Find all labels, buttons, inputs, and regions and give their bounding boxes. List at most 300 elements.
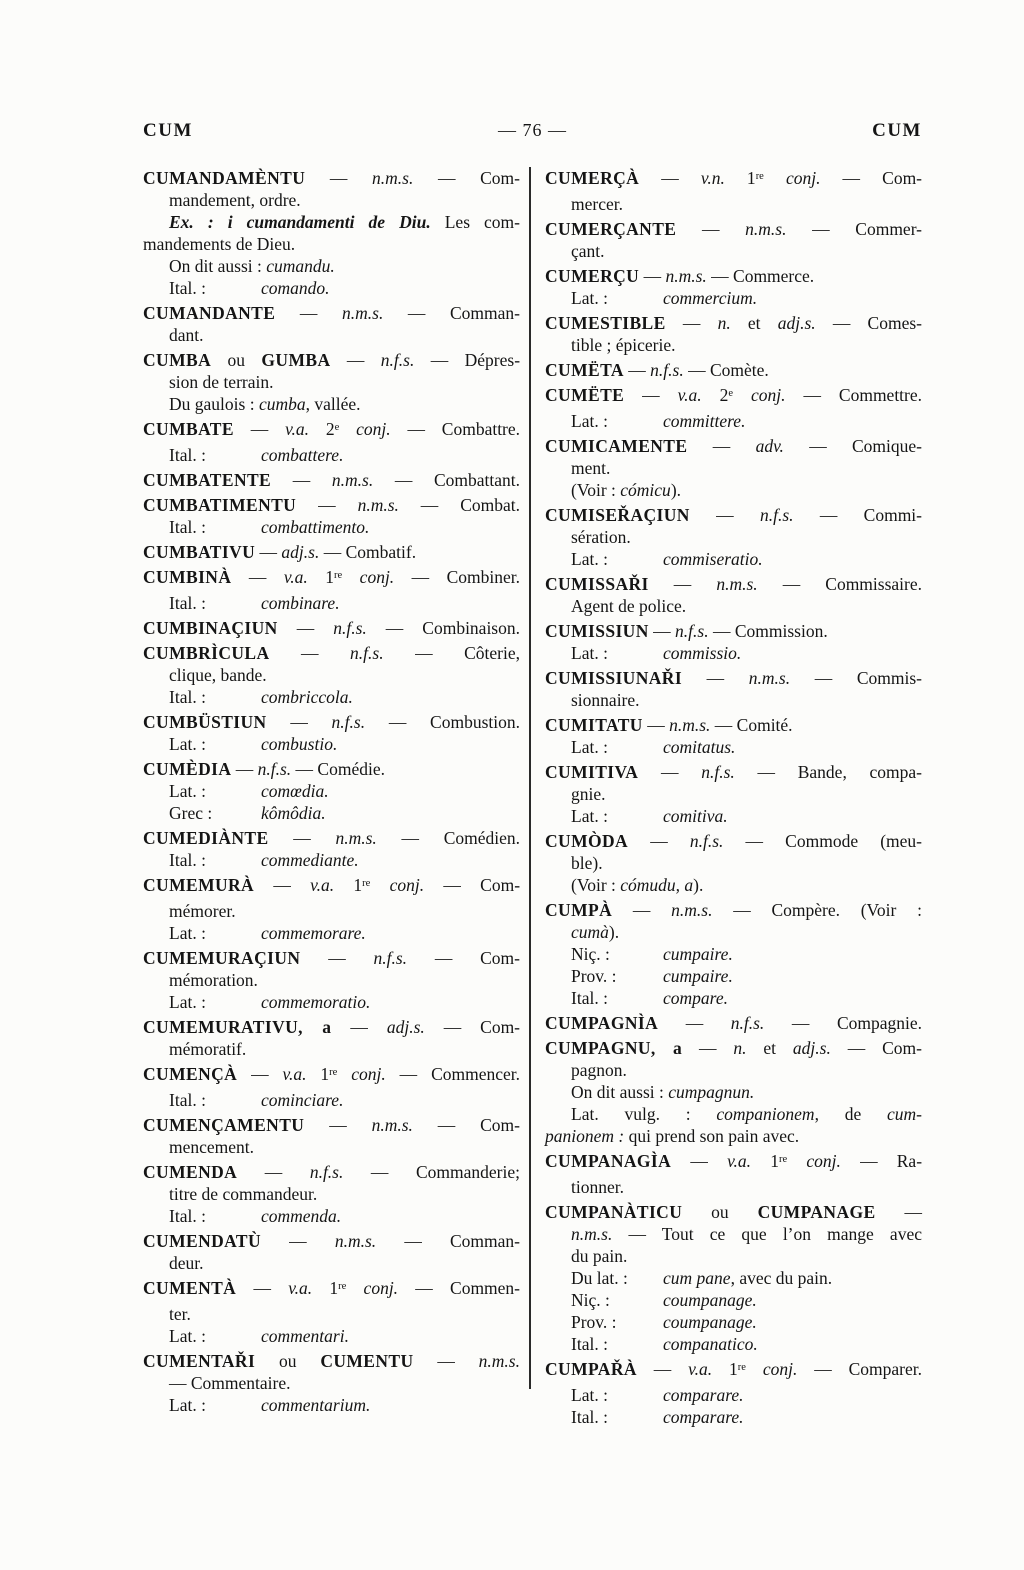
text-segment: — Comédien. [376, 828, 520, 848]
text-segment: ou [255, 1351, 321, 1371]
text-segment: Ex. : i cumandamenti de Diu. [169, 212, 431, 232]
text-segment: et [730, 313, 778, 333]
entry-line [545, 548, 922, 570]
dictionary-entry [545, 899, 922, 1009]
text-segment: — [275, 303, 342, 323]
text-segment: mandements de Dieu. [143, 234, 296, 254]
entry-headword-line [143, 1277, 520, 1303]
text-segment: CUMËTA [545, 360, 624, 380]
text-segment: — [236, 1278, 289, 1298]
text-segment: ). [693, 875, 704, 895]
text-segment: et [746, 1038, 793, 1058]
text-segment: — [233, 419, 286, 439]
text-segment: n.f.s. [257, 759, 292, 779]
text-segment: — Commen- [398, 1278, 521, 1298]
text-segment: n.f.s. [331, 712, 366, 732]
text-segment: — [237, 1064, 283, 1084]
entry-line [143, 324, 520, 346]
text-segment [733, 385, 751, 405]
page-body [143, 167, 922, 1428]
text-segment: çant. [571, 241, 605, 261]
entry-line [545, 783, 922, 805]
text-segment: — Compère. (Voir : [712, 900, 922, 920]
text-segment: CUMBATE [143, 419, 234, 439]
text-segment: ou [682, 1202, 758, 1222]
entry-line [545, 1311, 922, 1333]
entry-line [545, 1384, 922, 1406]
text-segment: re [778, 1153, 788, 1165]
text-segment: v.a. [677, 385, 702, 405]
text-segment: n.m.s. [372, 168, 414, 188]
entry-line [143, 516, 520, 538]
language-label: Lat. : [169, 1395, 206, 1415]
entry-line [143, 1205, 520, 1227]
text-segment: comœdia. [261, 781, 329, 801]
dictionary-entry [143, 827, 520, 871]
entry-headword-line [545, 218, 922, 240]
text-segment: deur. [169, 1253, 204, 1273]
entry-headword-line [143, 1350, 520, 1372]
text-segment: Agent de police. [571, 596, 687, 616]
text-segment: CUMISSIUN [545, 621, 649, 641]
dictionary-entry [143, 349, 520, 415]
text-segment: cominciare. [261, 1090, 344, 1110]
text-segment: CUMPANAGÌA [545, 1151, 672, 1171]
text-segment: — Commer- [786, 219, 923, 239]
entry-line [143, 1303, 520, 1325]
text-segment: re [737, 1361, 746, 1373]
text-segment: — Tout ce que l’on mange avec [612, 1224, 922, 1244]
text-segment: — [671, 1151, 728, 1171]
text-segment: — [268, 828, 336, 848]
dictionary-entry [545, 1150, 922, 1198]
text-segment: 2 [701, 385, 729, 405]
text-segment: n.m.s. [669, 715, 711, 735]
text-segment: — Commis- [790, 668, 922, 688]
text-segment: — [300, 948, 374, 968]
text-segment: e [334, 421, 340, 433]
header-guide-word-left: CUM [143, 120, 193, 141]
text-segment: commemorare. [261, 923, 366, 943]
dictionary-entry [545, 435, 922, 501]
text-segment: CUMEMURATIVU, a [143, 1017, 332, 1037]
language-label: Lat. : [571, 643, 608, 663]
text-segment: du pain. [571, 1246, 628, 1266]
text-segment [370, 875, 389, 895]
entry-headword-line [545, 573, 922, 595]
right-column [545, 167, 922, 1428]
entry-line [545, 457, 922, 479]
text-segment: — [624, 385, 678, 405]
text-segment: — Comité. [710, 715, 793, 735]
entry-line [545, 1245, 922, 1267]
text-segment [337, 1064, 351, 1084]
text-segment: , vallée. [305, 394, 361, 414]
dictionary-entry [143, 617, 520, 639]
text-segment: tible ; épicerie. [571, 335, 676, 355]
text-segment [339, 419, 356, 439]
text-segment: commenda. [261, 1206, 342, 1226]
entry-line [143, 1183, 520, 1205]
text-segment: CUMÒDA [545, 831, 629, 851]
text-segment: CUMISSIUNAŘI [545, 668, 683, 688]
text-segment: n.m.s. [571, 1224, 613, 1244]
text-segment: ble). [571, 853, 603, 873]
text-segment: n.m.s. [478, 1351, 520, 1371]
dictionary-entry [143, 1277, 520, 1347]
header-guide-word-right: CUM [872, 120, 922, 141]
entry-headword-line [143, 617, 520, 639]
text-segment: — Commanderie; [343, 1162, 520, 1182]
text-segment: 1 [751, 1151, 779, 1171]
text-segment: — Com- [412, 1115, 520, 1135]
entry-line [143, 664, 520, 686]
text-segment: Les com- [430, 212, 520, 232]
entry-line [143, 189, 520, 211]
entry-line [143, 1089, 520, 1111]
text-segment: — [413, 1351, 479, 1371]
dictionary-entry [545, 504, 922, 570]
text-segment: CUMBA [143, 350, 212, 370]
text-segment: CUMPAGNU, a [545, 1038, 683, 1058]
entry-headword-line [143, 302, 520, 324]
entry-headword-line [545, 265, 922, 287]
text-segment: — [682, 1038, 734, 1058]
language-label: Ital. : [169, 517, 206, 537]
text-segment: — [638, 762, 702, 782]
text-segment: n. [733, 1038, 747, 1058]
text-segment: 1 [334, 875, 363, 895]
text-segment: — [639, 168, 701, 188]
entry-headword-line [545, 830, 922, 852]
text-segment: — [665, 313, 718, 333]
entry-headword-line [545, 1037, 922, 1059]
text-segment: cómudu, a [620, 875, 694, 895]
text-segment: — Comique- [783, 436, 922, 456]
entry-headword-line [545, 620, 922, 642]
entry-headword-line [143, 167, 520, 189]
text-segment: — Commi- [793, 505, 922, 525]
text-segment: v.a. [310, 875, 335, 895]
text-segment: e [728, 387, 733, 399]
language-label: Lat. : [571, 737, 608, 757]
dictionary-entry [143, 758, 520, 824]
dictionary-entry [143, 494, 520, 538]
text-segment: commentari. [261, 1326, 349, 1346]
language-label: Niç. : [571, 944, 610, 964]
dictionary-entry [545, 667, 922, 711]
dictionary-entry [545, 830, 922, 896]
text-segment: cómicu [620, 480, 671, 500]
text-segment: — Côterie, [383, 643, 521, 663]
text-segment: n.m.s. [671, 900, 713, 920]
text-segment: comitiva. [663, 806, 728, 826]
entry-line [545, 1103, 922, 1125]
text-segment: CUMBINÀ [143, 567, 232, 587]
entry-line [545, 1081, 922, 1103]
dictionary-entry [545, 218, 922, 262]
entry-line [545, 287, 922, 309]
entry-line [545, 1333, 922, 1355]
language-label: Grec : [169, 803, 213, 823]
text-segment: re [334, 569, 343, 581]
entry-line [143, 780, 520, 802]
text-segment: n.m.s. [745, 219, 787, 239]
text-segment [764, 168, 786, 188]
dictionary-entry [545, 384, 922, 432]
text-segment: CUMBATIMENTU [143, 495, 297, 515]
entry-headword-line [143, 494, 520, 516]
text-segment: n.f.s. [675, 621, 709, 641]
entry-line [143, 733, 520, 755]
text-segment: sération. [571, 527, 631, 547]
text-segment: 1 [712, 1359, 738, 1379]
text-segment: Du gaulois : [169, 394, 259, 414]
text-segment: — Com- [413, 168, 520, 188]
text-segment: CUMERÇÀ [545, 168, 640, 188]
dictionary-entry [143, 711, 520, 755]
text-segment: comparare. [663, 1385, 744, 1405]
text-segment: CUMITATU [545, 715, 643, 735]
text-segment: combriccola. [261, 687, 353, 707]
text-segment: CUMERÇANTE [545, 219, 677, 239]
text-segment: conj. [363, 1278, 399, 1298]
entry-line [143, 277, 520, 299]
text-segment: — Combiner. [394, 567, 521, 587]
dictionary-entry [545, 265, 922, 309]
language-label: Ital. : [571, 1407, 608, 1427]
text-segment: — Com- [820, 168, 923, 188]
text-segment: CUMBRÌCULA [143, 643, 270, 663]
text-segment: CUMEMURÀ [143, 875, 255, 895]
text-segment: coumpanage. [663, 1312, 757, 1332]
text-segment: companionem [716, 1104, 815, 1124]
entry-headword-line [143, 1063, 520, 1089]
text-segment: — [642, 715, 670, 735]
dictionary-entry [545, 167, 922, 215]
entry-line [143, 1252, 520, 1274]
language-label: Ital. : [169, 278, 206, 298]
language-label: Du lat. : [571, 1268, 628, 1288]
entry-line [143, 371, 520, 393]
text-segment: — [237, 1162, 310, 1182]
text-segment: v.a. [727, 1151, 752, 1171]
entry-headword-line [545, 359, 922, 381]
entry-headword-line [545, 312, 922, 334]
entry-line [545, 410, 922, 432]
entry-line [545, 1223, 922, 1245]
text-segment: — Commettre. [785, 385, 923, 405]
text-segment: companatico. [663, 1334, 758, 1354]
entry-headword-line [545, 714, 922, 736]
text-segment: CUMANDAMÈNTU [143, 168, 306, 188]
text-segment: — Commentaire. [169, 1373, 291, 1393]
entry-headword-line [545, 667, 922, 689]
text-segment: — [623, 360, 651, 380]
dictionary-entry [143, 947, 520, 1013]
text-segment: — [296, 495, 358, 515]
text-segment: — Compagnie. [764, 1013, 922, 1033]
text-segment: cum pane [663, 1268, 731, 1288]
entry-headword-line [545, 435, 922, 457]
entry-line [545, 921, 922, 943]
language-label: Ital. : [169, 593, 206, 613]
entry-line [143, 849, 520, 871]
text-segment: comparare. [663, 1407, 744, 1427]
text-segment: CUMENTAŘI [143, 1351, 256, 1371]
text-segment: combustio. [261, 734, 338, 754]
text-segment: coumpanage. [663, 1290, 757, 1310]
text-segment: comando. [261, 278, 330, 298]
text-segment: v.a. [288, 1278, 313, 1298]
text-segment: ou [211, 350, 262, 370]
entry-line [143, 1038, 520, 1060]
text-segment [787, 1151, 806, 1171]
text-segment: re [329, 1066, 338, 1078]
text-segment: commercium. [663, 288, 758, 308]
entry-line [545, 1125, 922, 1147]
dictionary-entry [545, 1037, 922, 1147]
text-segment: — [682, 668, 749, 688]
text-segment: — [658, 1013, 731, 1033]
dictionary-entry [143, 469, 520, 491]
entry-line [545, 736, 922, 758]
text-segment: CUMENTÀ [143, 1278, 237, 1298]
entry-line [545, 987, 922, 1009]
text-segment: — [231, 759, 258, 779]
entry-line [545, 1267, 922, 1289]
entry-line [143, 969, 520, 991]
text-segment: kômôdia. [261, 803, 326, 823]
text-segment: n.f.s. [701, 762, 735, 782]
dictionary-entry [545, 620, 922, 664]
text-segment: n.f.s. [730, 1013, 765, 1033]
entry-line [545, 689, 922, 711]
text-segment: mencement. [169, 1137, 255, 1157]
text-segment: conj. [351, 1064, 386, 1084]
text-segment: 1 [306, 1064, 330, 1084]
entry-headword-line [143, 1161, 520, 1183]
dictionary-entry [143, 566, 520, 614]
text-segment: committere. [663, 411, 746, 431]
text-segment: CUMITIVA [545, 762, 639, 782]
text-segment: (Voir : [571, 480, 621, 500]
dictionary-entry [143, 1350, 520, 1416]
entry-line [545, 805, 922, 827]
text-segment: sion de terrain. [169, 372, 274, 392]
language-label: Ital. : [169, 445, 206, 465]
text-segment: — [269, 643, 351, 663]
entry-headword-line [545, 1012, 922, 1034]
text-segment: panionem : [545, 1126, 625, 1146]
text-segment: re [338, 1280, 347, 1292]
text-segment: CUMBINAÇIUN [143, 618, 278, 638]
text-segment: — Comes- [815, 313, 922, 333]
text-segment: — [277, 618, 334, 638]
text-segment: comitatus. [663, 737, 736, 757]
text-segment: conj. [762, 1359, 798, 1379]
text-segment: CUMENÇAMENTU [143, 1115, 305, 1135]
language-label: Lat. : [169, 1326, 206, 1346]
entry-line [143, 393, 520, 415]
entry-headword-line [545, 761, 922, 783]
text-segment: — Combustion. [365, 712, 520, 732]
entry-line [143, 592, 520, 614]
text-segment: v.a. [285, 419, 310, 439]
text-segment: v.a. [688, 1359, 713, 1379]
text-segment: — [331, 1017, 387, 1037]
text-segment: , de [814, 1104, 888, 1124]
dictionary-entry [545, 761, 922, 827]
entry-line [143, 991, 520, 1013]
entry-headword-line [143, 827, 520, 849]
text-segment: n.f.s. [759, 505, 794, 525]
entry-line [143, 686, 520, 708]
entry-headword-line [545, 1201, 922, 1223]
entry-line [545, 479, 922, 501]
entry-line [545, 595, 922, 617]
text-segment: n.m.s. [331, 470, 374, 490]
text-segment: tionner. [571, 1177, 624, 1197]
entry-line [545, 1289, 922, 1311]
text-segment: commiseratio. [663, 549, 763, 569]
language-label: Ital. : [169, 687, 206, 707]
text-segment: — [271, 470, 332, 490]
text-segment: commentarium. [261, 1395, 371, 1415]
dictionary-entry [143, 1016, 520, 1060]
text-segment: commediante. [261, 850, 359, 870]
text-segment: CUMENÇÀ [143, 1064, 238, 1084]
entry-headword-line [143, 874, 520, 900]
text-segment: CUMÈDIA [143, 759, 232, 779]
text-segment: qui prend son pain avec. [624, 1126, 800, 1146]
language-label: Ital. : [169, 850, 206, 870]
text-segment: CUMERÇU [545, 266, 640, 286]
entry-headword-line [545, 899, 922, 921]
text-segment: CUMPANÀTICU [545, 1202, 683, 1222]
text-segment: n.m.s. [335, 828, 377, 848]
text-segment: — Bande, compa- [734, 762, 923, 782]
text-segment: combattere. [261, 445, 344, 465]
text-segment: — Combattant. [373, 470, 520, 490]
text-segment: — [636, 1359, 689, 1379]
text-segment: — Dépres- [414, 350, 521, 370]
text-segment: adj.s. [281, 542, 320, 562]
text-segment: mandement, ordre. [169, 190, 301, 210]
entry-headword-line [143, 541, 520, 563]
text-segment: On dit aussi : [571, 1082, 669, 1102]
text-segment: CUMENTU [320, 1351, 414, 1371]
text-segment: — Combattre. [390, 419, 521, 439]
entry-line [143, 1394, 520, 1416]
text-segment: CUMENDA [143, 1162, 238, 1182]
text-segment [346, 1278, 363, 1298]
text-segment: — Commerce. [706, 266, 815, 286]
text-segment: — Comparer. [797, 1359, 923, 1379]
text-segment: — Combatif. [319, 542, 417, 562]
text-segment: v.n. [700, 168, 725, 188]
text-segment: n.f.s. [380, 350, 415, 370]
text-segment: CUMICAMENTE [545, 436, 688, 456]
text-segment: n.m.s. [371, 1115, 413, 1135]
text-segment: 1 [312, 1278, 339, 1298]
text-segment: — [612, 900, 672, 920]
entry-line [143, 900, 520, 922]
text-segment: — Ra- [840, 1151, 923, 1171]
entry-line [545, 1059, 922, 1081]
dictionary-entry [143, 167, 520, 299]
text-segment: combinare. [261, 593, 340, 613]
